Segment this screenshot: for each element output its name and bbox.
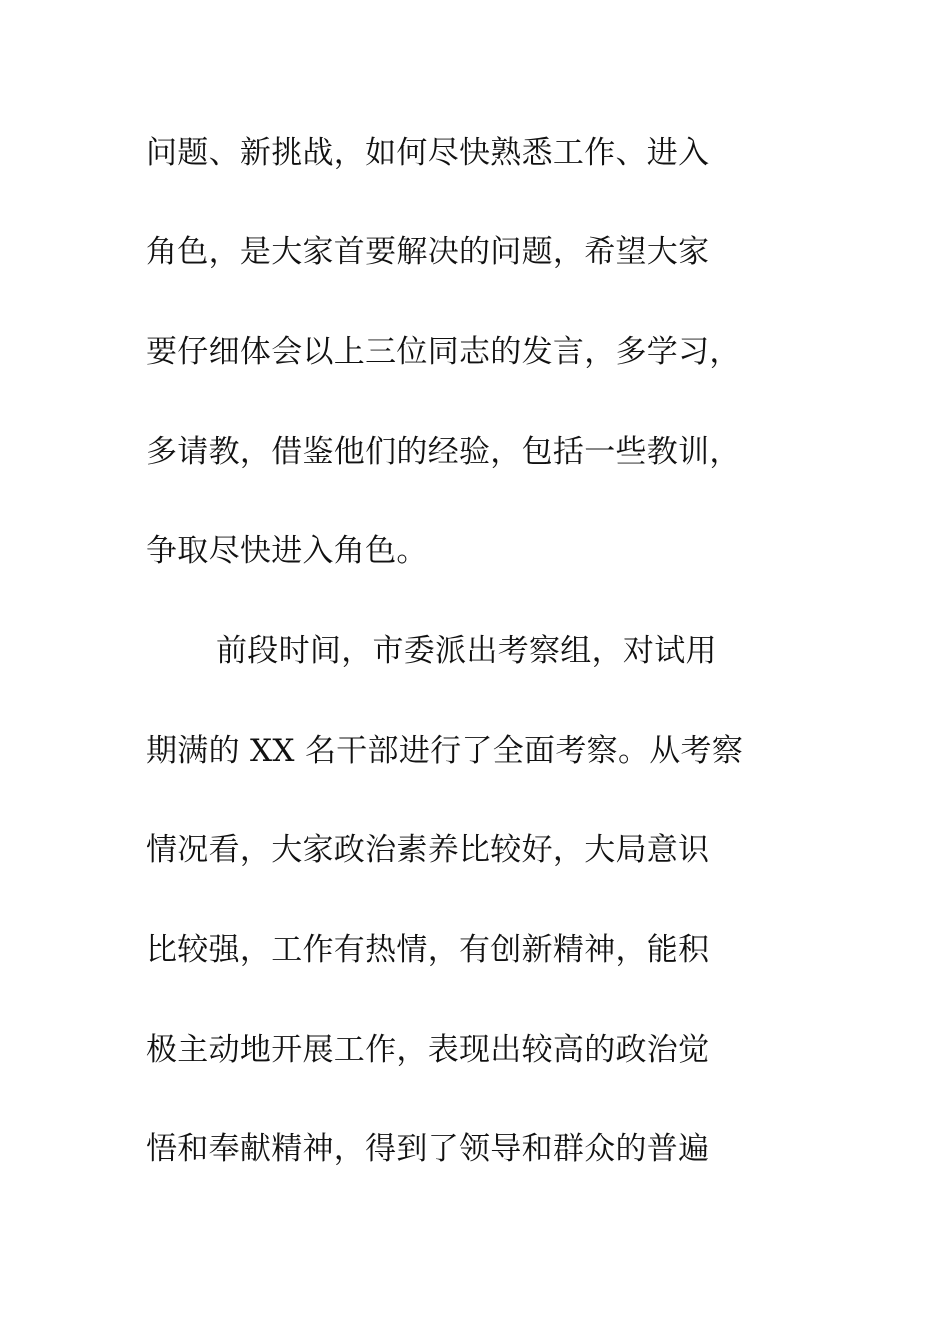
text-line: 比较强，工作有热情，有创新精神，能积 [146,932,710,968]
text-line: 问题、新挑战，如何尽快熟悉工作、进入 [146,135,710,171]
text-line: 要仔细体会以上三位同志的发言，多学习， [146,334,741,370]
text-line: 期满的 XX 名干部进行了全面考察。从考察 [146,733,744,769]
text-line: 多请教，借鉴他们的经验，包括一些教训， [146,434,741,470]
paragraph-first-line: 前段时间，市委派出考察组，对试用 [216,633,717,669]
text-line: 悟和奉献精神，得到了领导和群众的普遍 [146,1131,710,1167]
text-line: 极主动地开展工作，表现出较高的政治觉 [146,1032,710,1068]
text-line: 角色，是大家首要解决的问题，希望大家 [146,234,710,270]
text-line: 争取尽快进入角色。 [146,533,428,569]
text-line: 情况看，大家政治素养比较好，大局意识 [146,832,710,868]
